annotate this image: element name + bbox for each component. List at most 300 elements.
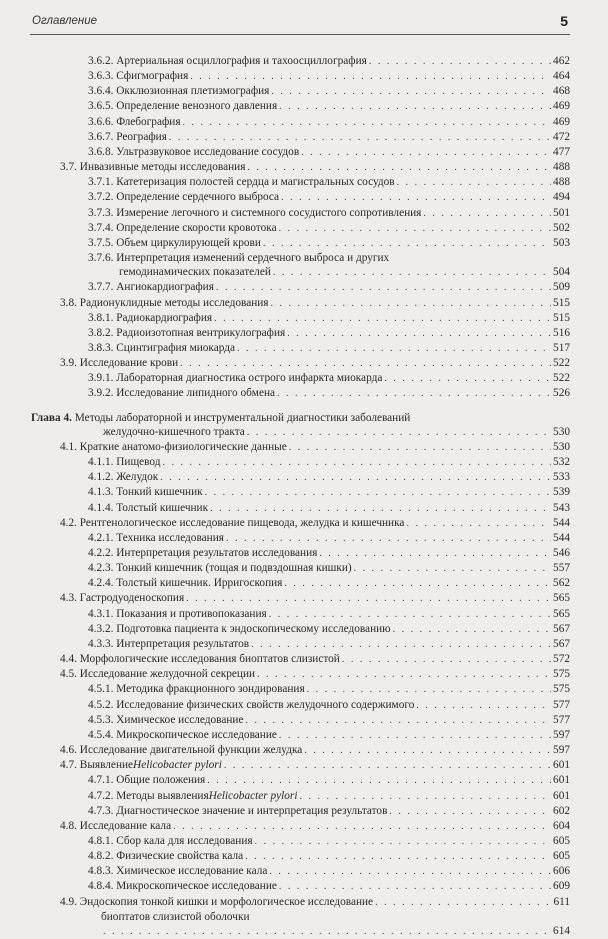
toc-subsection-entry[interactable]	[88, 804, 570, 819]
dot-leader	[169, 131, 551, 145]
chapter-spacer	[0, 402, 608, 411]
toc-number: 4.2.4.	[88, 577, 114, 590]
toc-subsection-entry[interactable]	[88, 849, 570, 864]
toc-page-number: 516	[553, 326, 570, 339]
toc-title: Артериальная осциллография и тахоосциллография	[116, 55, 367, 67]
toc-line	[60, 160, 570, 175]
toc-subsection-entry[interactable]	[88, 326, 570, 341]
toc-page-number: 544	[553, 531, 570, 544]
toc-line	[88, 849, 570, 864]
toc-line	[88, 773, 570, 788]
toc-number: 4.7.1.	[88, 774, 114, 787]
dot-leader	[416, 699, 551, 713]
toc-number: 4.3.	[60, 592, 77, 605]
toc-page-number: 614	[553, 924, 570, 937]
toc-line	[88, 561, 570, 576]
toc-page-number: 567	[553, 622, 570, 635]
toc-subsection-entry[interactable]	[88, 622, 570, 637]
toc-title: Интерпретация изменений сердечного выброса и других	[116, 252, 390, 265]
toc-page-number: 477	[553, 145, 570, 158]
dot-leader	[304, 744, 551, 758]
toc-number: Глава 4.	[31, 411, 72, 424]
toc-line	[88, 470, 570, 485]
toc-subsection-entry[interactable]	[88, 501, 570, 516]
toc-section-entry[interactable]	[60, 743, 570, 758]
toc-title: Подготовка пациента к эндоскопическому исследованию	[116, 622, 391, 635]
toc-title: Пищевод	[116, 456, 161, 469]
toc-title: Толстый кишечник	[116, 501, 209, 514]
toc-page-number: 522	[553, 357, 570, 370]
toc-section-entry[interactable]	[60, 516, 570, 531]
toc-section-entry[interactable]	[60, 895, 570, 939]
dot-leader	[245, 850, 551, 864]
toc-line-continued	[103, 425, 570, 440]
toc-number: 4.5.2.	[88, 698, 114, 711]
toc-section-entry[interactable]	[60, 758, 570, 773]
toc-title: Микроскопическое исследование	[116, 880, 277, 893]
toc-line	[88, 804, 570, 819]
toc-subsection-entry[interactable]	[88, 54, 570, 69]
toc-page-number: 565	[553, 592, 570, 605]
toc-section-entry[interactable]	[60, 356, 570, 371]
dot-leader	[163, 456, 552, 470]
toc-number: 4.1.4.	[88, 501, 114, 514]
toc-title: Микроскопическое исследование	[116, 728, 277, 741]
toc-title: Краткие анатомо-физиологические данные	[79, 440, 287, 453]
toc-page-number: 530	[553, 440, 570, 453]
toc-number: 3.6.7.	[88, 130, 114, 143]
dot-leader	[423, 207, 551, 221]
toc-line	[88, 576, 570, 591]
toc-title: Определение сердечного выброса	[116, 191, 280, 204]
toc-subsection-entry[interactable]	[88, 834, 570, 849]
toc-number: 4.8.4.	[88, 880, 114, 893]
toc-number: 4.2.3.	[88, 562, 114, 575]
dot-leader	[226, 532, 551, 546]
toc-line	[88, 84, 570, 99]
toc-line	[88, 236, 570, 251]
toc-subsection-entry[interactable]	[88, 341, 570, 356]
toc-subsection-entry[interactable]	[88, 682, 570, 697]
toc-number: 4.4.	[60, 653, 77, 666]
toc-line	[88, 834, 570, 849]
toc-number: 4.7.3.	[88, 804, 114, 817]
toc-line	[88, 485, 570, 500]
toc-line	[60, 516, 570, 531]
toc-page-number: 543	[553, 501, 570, 514]
toc-subsection-entry[interactable]	[88, 145, 570, 160]
toc-number: 3.7.2.	[88, 191, 114, 204]
toc-title-continued: желудочно-кишечного тракта	[103, 425, 245, 438]
toc-line	[88, 371, 570, 386]
toc-page-number: 517	[553, 341, 570, 354]
toc-line	[88, 99, 570, 114]
toc-line	[88, 280, 570, 295]
dot-leader	[247, 426, 551, 440]
running-head-title: Оглавление	[32, 15, 97, 27]
dot-leader	[354, 562, 551, 576]
toc-number: 3.8.3.	[88, 341, 114, 354]
toc-page-number: 469	[553, 115, 570, 128]
toc-subsection-entry[interactable]	[88, 713, 570, 728]
toc-number: 4.9.	[60, 895, 77, 908]
toc-line	[60, 743, 570, 758]
toc-title: Рентгенологическое исследование пищевода, желудка и кишечника	[79, 516, 405, 529]
toc-chapter-entry[interactable]	[31, 411, 570, 440]
toc-page-number: 601	[553, 774, 570, 787]
toc-title: Методы лабораторной и инструментальной диагностики заболеваний	[74, 411, 411, 424]
toc-page-number: 539	[553, 486, 570, 499]
toc-page-number: 488	[553, 176, 570, 189]
toc-line	[88, 386, 570, 401]
dot-leader	[375, 896, 551, 910]
toc-number: 4.3.2.	[88, 622, 114, 635]
toc-title: Исследование кала	[79, 819, 172, 832]
toc-line	[60, 440, 570, 455]
dot-leader	[214, 312, 551, 326]
toc-title: Методика фракционного зондирования	[116, 683, 305, 696]
toc-subsection-entry[interactable]	[88, 99, 570, 114]
dot-leader	[307, 683, 551, 697]
toc-section-entry[interactable]	[60, 652, 570, 667]
toc-title: Сфигмография	[116, 70, 189, 83]
toc-title: Техника исследования	[116, 531, 224, 544]
toc-subsection-entry[interactable]	[88, 698, 570, 713]
toc-line	[88, 69, 570, 84]
toc-number: 3.6.4.	[88, 85, 114, 98]
dot-leader	[279, 729, 551, 743]
toc-line-continued	[101, 924, 570, 939]
toc-subsection-entry[interactable]	[88, 371, 570, 386]
toc-page-number: 602	[553, 804, 570, 817]
dot-leader	[263, 237, 551, 251]
toc-subsection-entry[interactable]	[88, 251, 570, 280]
toc-page-number: 488	[553, 161, 570, 174]
toc-title: Общие положения	[116, 774, 206, 787]
toc-line	[88, 311, 570, 326]
toc-page-number: 601	[553, 789, 570, 802]
dot-leader	[299, 790, 551, 804]
toc-subsection-entry[interactable]	[88, 311, 570, 326]
toc-subsection-entry[interactable]	[88, 455, 570, 470]
toc-line	[88, 864, 570, 879]
toc-subsection-entry[interactable]	[88, 386, 570, 401]
toc-title: Сбор кала для исследования	[116, 834, 253, 847]
toc-subsection-entry[interactable]	[88, 84, 570, 99]
toc-number: 3.8.2.	[88, 326, 114, 339]
toc-subsection-entry[interactable]	[88, 576, 570, 591]
toc-line	[88, 531, 570, 546]
toc-title: Химическое исследование	[116, 713, 244, 726]
dot-leader	[342, 653, 551, 667]
dot-leader	[251, 638, 551, 652]
toc-number: 4.1.	[60, 440, 77, 453]
toc-page-number: 575	[553, 683, 570, 696]
toc-page-number: 562	[553, 577, 570, 590]
toc-page-number: 597	[553, 728, 570, 741]
toc-section-entry[interactable]	[60, 819, 570, 834]
dot-leader	[319, 547, 551, 561]
toc-subsection-entry[interactable]	[88, 637, 570, 652]
toc-number: 4.8.1.	[88, 834, 114, 847]
toc-page-number: 544	[553, 516, 570, 529]
toc-section-entry[interactable]	[60, 591, 570, 606]
toc-line	[88, 607, 570, 622]
toc-page-number: 546	[553, 547, 570, 559]
dot-leader	[255, 835, 551, 849]
toc-number: 4.8.	[60, 819, 77, 832]
toc-title: Выявление	[79, 759, 134, 772]
dot-leader	[183, 116, 552, 130]
toc-title: Радиокардиография	[116, 311, 213, 324]
toc-subsection-entry[interactable]	[88, 190, 570, 205]
toc-line	[88, 713, 570, 728]
toc-line	[88, 789, 570, 804]
page-number: 5	[560, 13, 568, 29]
dot-leader	[160, 471, 551, 485]
toc-number: 3.7.6.	[88, 252, 114, 265]
toc-number: 3.7.7.	[88, 281, 114, 294]
toc-line	[88, 54, 570, 69]
toc-section-entry[interactable]	[60, 296, 570, 311]
dot-leader	[284, 577, 551, 591]
toc-title: Объем циркулирующей крови	[116, 236, 261, 249]
toc-number: 4.3.1.	[88, 607, 114, 620]
toc-number: 3.6.8.	[88, 145, 114, 158]
toc-page-number: 522	[553, 372, 570, 385]
toc-title-italic: Helicobacter pylori	[208, 789, 298, 802]
toc-page-number: 468	[553, 85, 570, 98]
dot-leader	[289, 441, 551, 455]
toc-page-number: 501	[553, 206, 570, 219]
toc-line	[88, 190, 570, 205]
toc-subsection-entry[interactable]	[88, 236, 570, 251]
toc-number: 4.3.3.	[88, 637, 114, 650]
toc-title: Радиоизотопная вентрикулография	[116, 326, 286, 339]
toc-page-number: 575	[553, 668, 570, 681]
toc-subsection-entry[interactable]	[88, 864, 570, 879]
dot-leader	[269, 608, 551, 622]
toc-page-number: 606	[553, 865, 570, 878]
toc-title: Ультразвуковое исследование сосудов	[116, 145, 300, 158]
toc-title: Радионуклидные методы исследования	[79, 296, 269, 309]
toc-title: Исследование липидного обмена	[116, 387, 276, 400]
toc-line	[60, 758, 570, 773]
toc-line	[60, 356, 570, 371]
toc-title: Тонкий кишечник (тощая и подвздошная кишки)	[116, 562, 352, 575]
toc-subsection-entry[interactable]	[88, 789, 570, 804]
toc-title: Исследование крови	[79, 357, 179, 370]
toc-number: 3.6.2.	[88, 55, 114, 67]
toc-page-number: 601	[553, 759, 570, 772]
toc-number: 3.6.5.	[88, 100, 114, 113]
toc-title-continued: биоптатов слизистой оболочки	[101, 910, 250, 923]
toc-title: Сцинтиграфия миокарда	[116, 341, 236, 354]
toc-page-number: 611	[553, 895, 570, 908]
toc-number: 4.8.3.	[88, 865, 114, 878]
toc-title: Показания и противопоказания	[116, 607, 267, 620]
dot-leader	[281, 191, 551, 205]
toc-line	[88, 206, 570, 221]
toc-title: Диагностическое значение и интерпретация результатов	[116, 804, 388, 817]
toc-title-italic: Helicobacter pylori	[133, 759, 222, 772]
toc-page-number: 567	[553, 637, 570, 650]
toc-line	[60, 652, 570, 667]
toc-number: 3.9.1.	[88, 372, 114, 385]
toc-number: 4.7.	[60, 759, 77, 772]
toc-title: Исследование двигательной функции желудка	[79, 744, 303, 757]
toc-number: 4.5.4.	[88, 728, 114, 741]
dot-leader	[273, 266, 551, 280]
table-of-contents	[0, 54, 608, 939]
toc-line	[60, 895, 570, 910]
toc-line	[31, 411, 570, 425]
toc-subsection-entry[interactable]	[88, 280, 570, 295]
dot-leader	[205, 486, 551, 500]
toc-number: 3.7.5.	[88, 236, 114, 249]
toc-section-entry[interactable]	[60, 160, 570, 175]
toc-subsection-entry[interactable]	[88, 115, 570, 130]
toc-line	[88, 728, 570, 743]
toc-page-number: 503	[553, 236, 570, 249]
toc-subsection-entry[interactable]	[88, 607, 570, 622]
toc-line	[60, 667, 570, 682]
toc-line	[88, 175, 570, 190]
toc-page-number: 472	[553, 130, 570, 143]
toc-page-number: 515	[553, 311, 570, 324]
dot-leader	[173, 820, 551, 834]
toc-line	[88, 698, 570, 713]
dot-leader	[369, 55, 551, 69]
dot-leader	[279, 880, 551, 894]
dot-leader	[245, 714, 551, 728]
toc-subsection-entry[interactable]	[88, 879, 570, 894]
toc-title: Определение венозного давления	[116, 100, 278, 113]
toc-line	[88, 130, 570, 145]
dot-leader	[279, 100, 551, 114]
toc-page-number: 526	[553, 387, 570, 400]
toc-number: 4.1.3.	[88, 486, 114, 499]
toc-line	[88, 145, 570, 160]
dot-leader	[180, 357, 551, 371]
toc-page-number: 565	[553, 607, 570, 620]
toc-subsection-entry[interactable]	[88, 470, 570, 485]
toc-line-continued	[101, 910, 570, 924]
toc-title: Инвазивные методы исследования	[79, 161, 246, 174]
dot-leader	[224, 759, 551, 773]
toc-title: Желудок	[116, 471, 159, 484]
toc-line	[88, 501, 570, 516]
toc-line	[88, 221, 570, 236]
toc-number: 4.5.	[60, 668, 77, 681]
toc-title: Интерпретация результатов	[116, 637, 250, 650]
toc-page-number: 494	[553, 191, 570, 204]
toc-subsection-entry[interactable]	[88, 69, 570, 84]
toc-title: Методы выявления	[116, 789, 209, 802]
toc-title: Ангиокардиография	[116, 281, 214, 294]
toc-line	[88, 546, 570, 561]
dot-leader	[389, 805, 551, 819]
dot-leader	[247, 161, 551, 175]
toc-line	[88, 251, 570, 265]
toc-title: Определение скорости кровотока	[116, 221, 277, 234]
dot-leader	[384, 372, 551, 386]
dot-leader	[397, 176, 551, 190]
dot-leader	[406, 517, 551, 531]
dot-leader	[216, 281, 551, 295]
toc-subsection-entry[interactable]	[88, 206, 570, 221]
toc-title: Измерение легочного и системного сосудистого сопротивления	[116, 206, 422, 219]
toc-title: Окклюзионная плетизмография	[116, 85, 270, 98]
toc-title: Морфологические исследования биоптатов слизистой	[79, 653, 340, 666]
toc-line	[88, 341, 570, 356]
toc-number: 3.9.	[60, 357, 77, 370]
toc-subsection-entry[interactable]	[88, 561, 570, 576]
toc-number: 4.6.	[60, 744, 77, 757]
toc-line	[88, 622, 570, 637]
toc-title: Лабораторная диагностика острого инфаркта миокарда	[116, 372, 383, 385]
toc-line-continued	[119, 265, 570, 280]
toc-page-number: 504	[553, 266, 570, 279]
toc-title: Реография	[116, 130, 167, 143]
toc-title: Гастродуоденоскопия	[79, 592, 185, 605]
dot-leader	[207, 774, 551, 788]
toc-number: 3.8.	[60, 296, 77, 309]
toc-subsection-entry[interactable]	[88, 773, 570, 788]
toc-number: 4.1.1.	[88, 456, 114, 469]
toc-title: Толстый кишечник. Ирригоскопия	[116, 577, 283, 590]
toc-number: 3.7.	[60, 161, 77, 174]
toc-section-entry[interactable]	[60, 667, 570, 682]
toc-page-number: 577	[553, 698, 570, 711]
toc-number: 3.7.3.	[88, 206, 114, 219]
toc-line	[88, 455, 570, 470]
dot-leader	[287, 327, 551, 341]
toc-number: 4.5.3.	[88, 713, 114, 726]
toc-number: 3.6.3.	[88, 70, 114, 83]
toc-subsection-entry[interactable]	[88, 546, 570, 561]
toc-number: 4.2.1.	[88, 531, 114, 544]
dot-leader	[271, 85, 551, 99]
toc-page-number: 597	[553, 744, 570, 757]
toc-subsection-entry[interactable]	[88, 175, 570, 190]
toc-line	[88, 115, 570, 130]
toc-line	[88, 637, 570, 652]
toc-subsection-entry[interactable]	[88, 130, 570, 145]
dot-leader	[301, 146, 551, 160]
toc-subsection-entry[interactable]	[88, 531, 570, 546]
toc-line	[88, 682, 570, 697]
toc-number: 4.5.1.	[88, 683, 114, 696]
toc-page-number: 532	[553, 456, 570, 469]
toc-page-number: 605	[553, 834, 570, 847]
toc-number: 3.6.6.	[88, 115, 114, 128]
toc-title: Химическое исследование кала	[116, 865, 268, 878]
toc-number: 4.7.2.	[88, 789, 114, 802]
toc-line	[88, 879, 570, 894]
toc-number: 4.8.2.	[88, 850, 114, 863]
toc-subsection-entry[interactable]	[88, 485, 570, 500]
dot-leader	[186, 592, 551, 606]
dot-leader	[237, 342, 551, 356]
toc-number: 4.2.2.	[88, 547, 114, 559]
toc-page-number: 533	[553, 471, 570, 484]
toc-subsection-entry[interactable]	[88, 221, 570, 236]
toc-subsection-entry[interactable]	[88, 728, 570, 743]
toc-title: Катетеризация полостей сердца и магистральных сосудов	[116, 176, 395, 189]
toc-page-number: 462	[553, 55, 570, 67]
toc-section-entry[interactable]	[60, 440, 570, 455]
